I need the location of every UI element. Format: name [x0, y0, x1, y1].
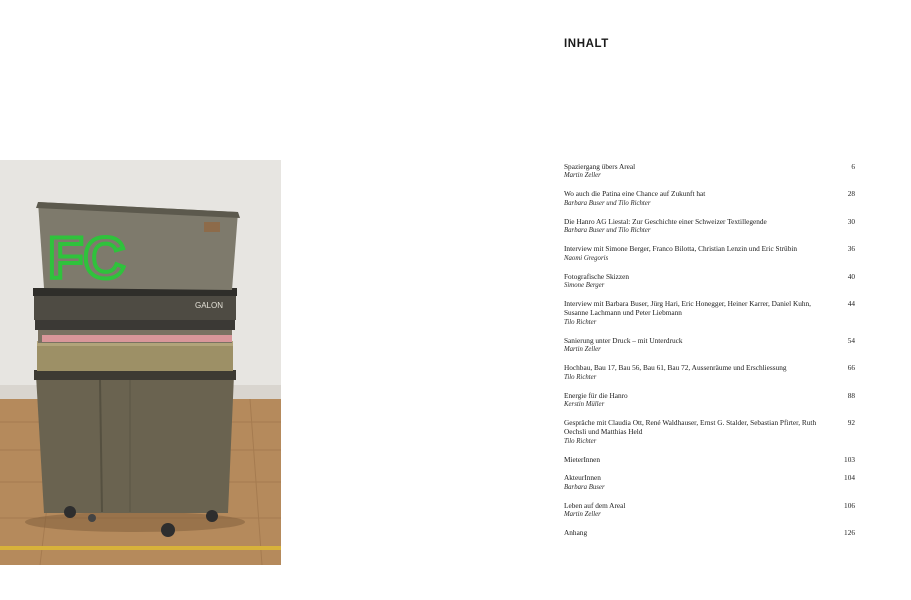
toc-entry [564, 217, 855, 235]
toc-entry-title: Anhang [564, 528, 588, 538]
toc-entry-page-number: 6 [851, 162, 855, 171]
toc-entry [564, 455, 855, 464]
toc-entry-author: Barbara Buser und Tilo Richter [564, 199, 651, 207]
toc-entry-author: Barbara Buser [564, 483, 605, 491]
toc-entry [564, 528, 855, 537]
toc-entry-page-number: 44 [847, 299, 855, 309]
toc-entry-author: Tilo Richter [564, 318, 597, 326]
toc-entry-page-number: 36 [847, 244, 855, 254]
stencil-graffiti: FC [48, 226, 126, 291]
toc-entry-page-number: 106 [844, 500, 855, 510]
toc-entry [564, 418, 855, 446]
toc-entry [564, 391, 855, 409]
toc-entry-title: Die Hanro AG Liestal: Zur Geschichte einer Schweizer Textillegende [564, 216, 767, 226]
toc-entry-title: AkteurInnen [564, 473, 601, 483]
toc-entry-title: Energie für die Hanro [564, 390, 628, 400]
toc-entry-author: Tilo Richter [564, 437, 597, 445]
toc-entry-title: Spaziergang übers Areal [564, 162, 636, 171]
toc-entry [564, 244, 855, 262]
toc-entry-page-number: 88 [847, 390, 855, 400]
toc-entry-author: Tilo Richter [564, 373, 597, 381]
toc-entry-page-number: 28 [847, 189, 855, 199]
toc-entry [564, 336, 855, 354]
toc-entry-author: Martin Zeller [564, 172, 601, 180]
toc-entry [564, 162, 855, 180]
toc-entry-page-number: 92 [847, 418, 855, 428]
toc-entry [564, 299, 855, 327]
toc-entry-page-number: 54 [847, 335, 855, 345]
toc-entry-title: MieterInnen [564, 454, 601, 464]
toc-entry-author: Martin Zeller [564, 346, 601, 354]
toc-entry-author: Kerstin Müller [564, 401, 605, 409]
toc-entry-title: Fotografische Skizzen [564, 271, 630, 281]
toc-entry-author: Naomi Gregoris [564, 254, 609, 262]
toc-entry-title: Interview mit Simone Berger, Franco Bilotta, Christian Lenzin und Eric Strübin [564, 244, 798, 254]
toc-entry-author: Simone Berger [564, 282, 605, 290]
toc-entry-page-number: 126 [844, 528, 855, 538]
bin-label-text: GALON [195, 301, 224, 310]
toc-entry-page-number: 40 [847, 271, 855, 281]
toc-entry-author: Martin Zeller [564, 511, 601, 519]
toc-entry [564, 363, 855, 381]
contents-heading: INHALT [564, 38, 609, 50]
toc-entry-page-number: 103 [844, 454, 855, 464]
toc-entry-title: Leben auf dem Areal [564, 500, 626, 510]
toc-entry [564, 473, 855, 491]
toc-entry [564, 272, 855, 290]
toc-entry [564, 501, 855, 519]
toc-entry-title: Hochbau, Bau 17, Bau 56, Bau 61, Bau 72, Aussenräume und Erschliessung [564, 363, 787, 373]
toc-entry-title: Wo auch die Patina eine Chance auf Zukunft hat [564, 189, 706, 199]
toc-entry-page-number: 104 [844, 473, 855, 483]
toc-entry-title: Sanierung unter Druck – mit Unterdruck [564, 335, 683, 345]
toc-entry-title: Gespräche mit Claudia Ott, René Waldhauser, Ernst G. Stalder, Sebastian Pfirter, Ruth Oechsli und Matthias Held [564, 418, 817, 437]
toc-entry-page-number: 30 [847, 216, 855, 226]
toc-entry [564, 189, 855, 207]
toc-entry-author: Barbara Buser und Tilo Richter [564, 227, 651, 235]
toc-entry-page-number: 66 [847, 363, 855, 373]
laundry-bins-illustration [0, 160, 281, 565]
toc-entry-title: Interview mit Barbara Buser, Jürg Hari, Eric Honegger, Heiner Karrer, Daniel Kuhn, Susanne Lachmann und Peter Liebmann [564, 299, 811, 318]
table-of-contents [564, 162, 855, 547]
photo-stacked-laundry-bins [0, 160, 281, 565]
